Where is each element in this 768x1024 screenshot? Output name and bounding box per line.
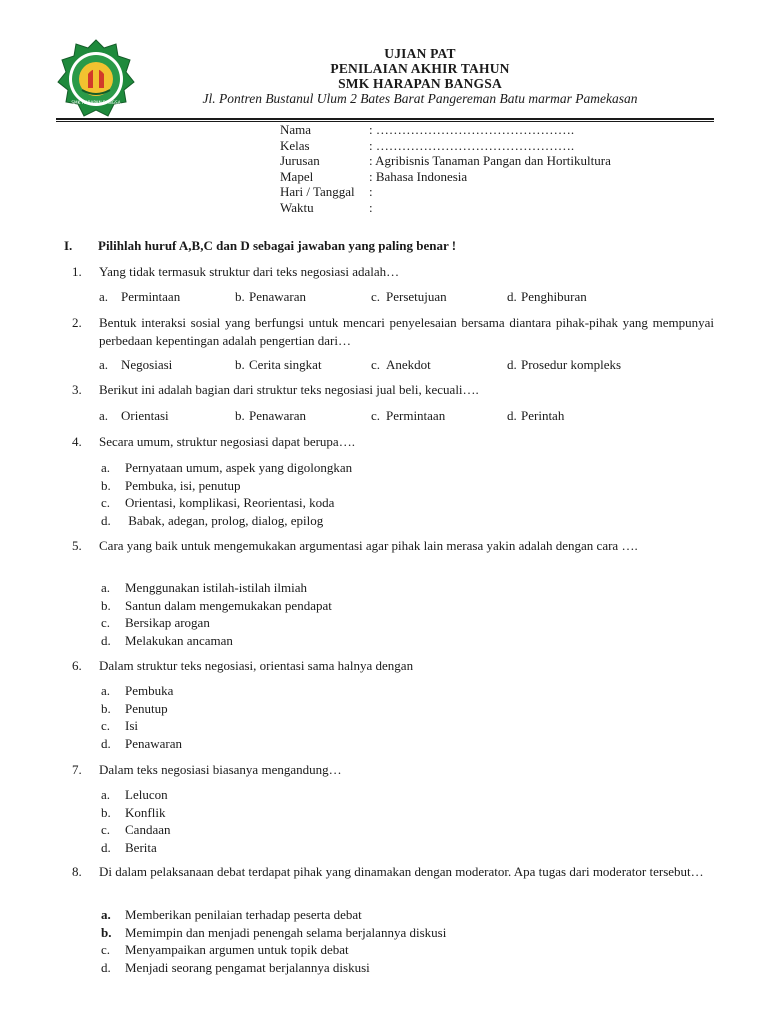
option-text: Prosedur kompleks	[521, 357, 622, 372]
option-text: Lelucon	[125, 787, 168, 802]
option-c[interactable]	[371, 408, 507, 424]
question-5	[64, 537, 714, 555]
option-letter: a.	[101, 907, 111, 922]
question-text: Berikut ini adalah bagian dari struktur teks negosiasi jual beli, kecuali….	[99, 382, 479, 397]
option-letter: d.	[101, 512, 111, 528]
question-2	[64, 314, 714, 349]
identity-label: Waktu	[280, 199, 314, 215]
option-a[interactable]	[101, 579, 332, 597]
option-letter: c.	[371, 357, 381, 372]
identity-label: Jurusan	[280, 153, 320, 168]
option-b[interactable]	[235, 289, 371, 305]
option-text: Permintaan	[386, 408, 446, 423]
identity-row-jurusan	[280, 153, 611, 169]
question-1	[64, 263, 714, 281]
option-text: Persetujuan	[386, 289, 447, 304]
option-letter: a.	[101, 460, 111, 475]
option-text: Penghiburan	[521, 289, 587, 304]
option-a[interactable]	[101, 906, 446, 924]
section-instruction: Pilihlah huruf A,B,C dan D sebagai jawaban yang paling benar !	[98, 238, 457, 253]
option-text: Cerita singkat	[249, 357, 322, 372]
option-a[interactable]	[101, 459, 352, 477]
identity-label: Nama	[280, 122, 312, 137]
option-letter: a.	[99, 408, 109, 423]
option-letter: a.	[101, 683, 111, 698]
option-b[interactable]	[101, 700, 182, 718]
option-b[interactable]	[101, 477, 352, 495]
identity-row-hari-tanggal	[280, 184, 611, 200]
option-text: Menyampaikan argumen untuk topik debat	[125, 942, 349, 957]
question-7	[64, 761, 714, 779]
question-text: Di dalam pelaksanaan debat terdapat pihak yang dinamakan dengan moderator. Apa tugas dari moderator tersebut…	[99, 864, 704, 879]
question-text: Dalam teks negosiasi biasanya mengandung…	[99, 762, 342, 777]
option-c[interactable]	[371, 289, 507, 305]
option-letter: d.	[507, 357, 517, 372]
option-d[interactable]	[101, 735, 182, 753]
school-address: Jl. Pontren Bustanul Ulum 2 Bates Barat Pangereman Batu marmar Pamekasan	[202, 91, 638, 106]
identity-row-kelas	[280, 138, 611, 154]
option-text: Menjadi seorang pengamat berjalannya diskusi	[125, 959, 370, 975]
question-number: 6.	[72, 658, 82, 673]
option-a[interactable]	[101, 682, 182, 700]
option-text: Penawaran	[125, 735, 183, 751]
question-3	[64, 381, 714, 399]
header-divider-thick	[56, 118, 714, 120]
option-text: Pembuka, isi, penutup	[125, 477, 241, 493]
option-b[interactable]	[101, 924, 446, 942]
option-text: Santun dalam mengemukakan pendapat	[125, 597, 332, 613]
identity-row-nama	[280, 122, 611, 138]
option-text: Pembuka	[125, 683, 174, 698]
identity-row-mapel	[280, 169, 611, 185]
option-text: Memberikan penilaian terhadap peserta debat	[125, 907, 362, 922]
question-3-options	[99, 408, 643, 424]
option-text: Babak, adegan, prolog, dialog, epilog	[125, 512, 324, 528]
option-letter: a.	[99, 357, 109, 372]
identity-value: :	[369, 184, 373, 199]
option-letter: b.	[101, 597, 111, 613]
question-number: 4.	[72, 434, 82, 449]
option-letter: d.	[101, 839, 111, 855]
option-letter: d.	[101, 632, 111, 648]
question-text: Yang tidak termasuk struktur dari teks negosiasi adalah…	[99, 264, 400, 279]
option-text: Berita	[125, 839, 157, 855]
option-text: Candaan	[125, 822, 171, 837]
option-text: Bersikap arogan	[125, 615, 210, 630]
option-text: Penawaran	[249, 408, 307, 423]
option-text: Orientasi, komplikasi, Reorientasi, koda	[125, 495, 335, 510]
option-text: Penutup	[125, 700, 168, 716]
option-letter: b.	[101, 700, 111, 716]
option-letter: c.	[101, 822, 111, 837]
option-a[interactable]	[99, 289, 235, 305]
option-c[interactable]	[101, 614, 332, 632]
school-logo-icon	[56, 38, 136, 120]
option-a[interactable]	[99, 357, 235, 373]
identity-value: : Bahasa Indonesia	[369, 168, 468, 184]
question-text: Secara umum, struktur negosiasi dapat berupa….	[99, 434, 355, 449]
exam-subtitle: PENILAIAN AKHIR TAHUN	[330, 61, 510, 76]
question-number: 1.	[72, 264, 82, 279]
question-8-options	[101, 906, 446, 976]
option-text: Memimpin dan menjadi penengah selama berjalannya diskusi	[125, 924, 447, 940]
option-text: Menggunakan istilah-istilah ilmiah	[125, 580, 307, 595]
question-8	[64, 863, 714, 881]
option-b[interactable]	[101, 597, 332, 615]
option-text: Anekdot	[386, 357, 431, 372]
question-2-options	[99, 357, 643, 373]
option-letter: d.	[507, 289, 517, 304]
question-number: 2.	[72, 315, 82, 330]
option-c[interactable]	[101, 494, 352, 512]
option-c[interactable]	[101, 941, 446, 959]
student-identity-table	[280, 122, 611, 215]
question-number: 8.	[72, 864, 82, 879]
option-letter: c.	[101, 942, 111, 957]
option-b[interactable]	[101, 804, 170, 822]
option-text: Permintaan	[121, 289, 181, 304]
question-number: 3.	[72, 382, 82, 397]
section-number: I.	[64, 238, 73, 253]
option-d[interactable]	[507, 357, 643, 373]
option-letter: b.	[235, 408, 245, 423]
question-6	[64, 657, 714, 675]
option-letter: b.	[101, 924, 112, 940]
identity-value: : ……………………………………….	[369, 137, 575, 153]
question-text: Bentuk interaksi sosial yang berfungsi untuk mencari penyelesaian bersama diantara pihak-pihak yang mempunyai perbedaan kepentingan adalah pengertian dari…	[99, 315, 714, 348]
option-letter: b.	[101, 804, 111, 820]
option-a[interactable]	[101, 786, 170, 804]
identity-label: Hari / Tanggal	[280, 184, 355, 199]
option-text: Pernyataan umum, aspek yang digolongkan	[125, 460, 353, 475]
identity-value: : ……………………………………….	[369, 122, 575, 137]
option-text: Perintah	[521, 408, 565, 423]
option-d[interactable]	[101, 632, 332, 650]
question-5-options	[101, 579, 332, 649]
identity-label: Kelas	[280, 137, 310, 153]
option-letter: a.	[99, 289, 109, 304]
option-letter: c.	[101, 718, 111, 733]
option-c[interactable]	[101, 821, 170, 839]
svg-text:SMK HARAPAN BANGSA: SMK HARAPAN BANGSA	[71, 100, 121, 105]
question-text: Cara yang baik untuk mengemukakan argumentasi agar pihak lain merasa yakin adalah dengan cara ….	[99, 538, 638, 553]
option-letter: d.	[101, 959, 111, 975]
option-letter: d.	[507, 408, 517, 423]
option-text: Isi	[125, 718, 138, 733]
question-1-options	[99, 289, 643, 305]
option-letter: a.	[101, 787, 111, 802]
identity-value: :	[369, 199, 373, 215]
option-c[interactable]	[101, 717, 182, 735]
option-letter: c.	[101, 615, 111, 630]
question-number: 5.	[72, 538, 82, 553]
question-4-options	[101, 459, 352, 529]
option-d[interactable]	[101, 959, 446, 977]
exam-title: UJIAN PAT	[384, 46, 456, 61]
option-d[interactable]	[507, 408, 643, 424]
option-a[interactable]	[99, 408, 235, 424]
option-letter: b.	[101, 477, 111, 493]
option-b[interactable]	[235, 408, 371, 424]
question-4	[64, 433, 714, 451]
option-letter: c.	[371, 408, 381, 423]
option-letter: d.	[101, 735, 111, 751]
option-text: Orientasi	[121, 408, 169, 423]
question-text: Dalam struktur teks negosiasi, orientasi sama halnya dengan	[99, 658, 414, 673]
option-text: Penawaran	[249, 289, 307, 304]
identity-row-waktu	[280, 200, 611, 216]
option-text: Konflik	[125, 804, 166, 820]
identity-label: Mapel	[280, 168, 314, 184]
section-heading	[64, 238, 456, 254]
option-d[interactable]	[507, 289, 643, 305]
option-letter: c.	[371, 289, 381, 304]
option-c[interactable]	[371, 357, 507, 373]
identity-value: : Agribisnis Tanaman Pangan dan Hortikultura	[369, 153, 611, 168]
option-text: Melakukan ancaman	[125, 632, 233, 648]
school-name: SMK HARAPAN BANGSA	[338, 76, 502, 91]
option-letter: a.	[101, 580, 111, 595]
option-d[interactable]	[101, 512, 352, 530]
question-number: 7.	[72, 762, 82, 777]
option-letter: b.	[235, 357, 245, 372]
question-7-options	[101, 786, 170, 856]
option-letter: b.	[235, 289, 245, 304]
option-text: Negosiasi	[121, 357, 173, 372]
option-letter: c.	[101, 495, 111, 510]
option-d[interactable]	[101, 839, 170, 857]
option-b[interactable]	[235, 357, 371, 373]
question-6-options	[101, 682, 182, 752]
